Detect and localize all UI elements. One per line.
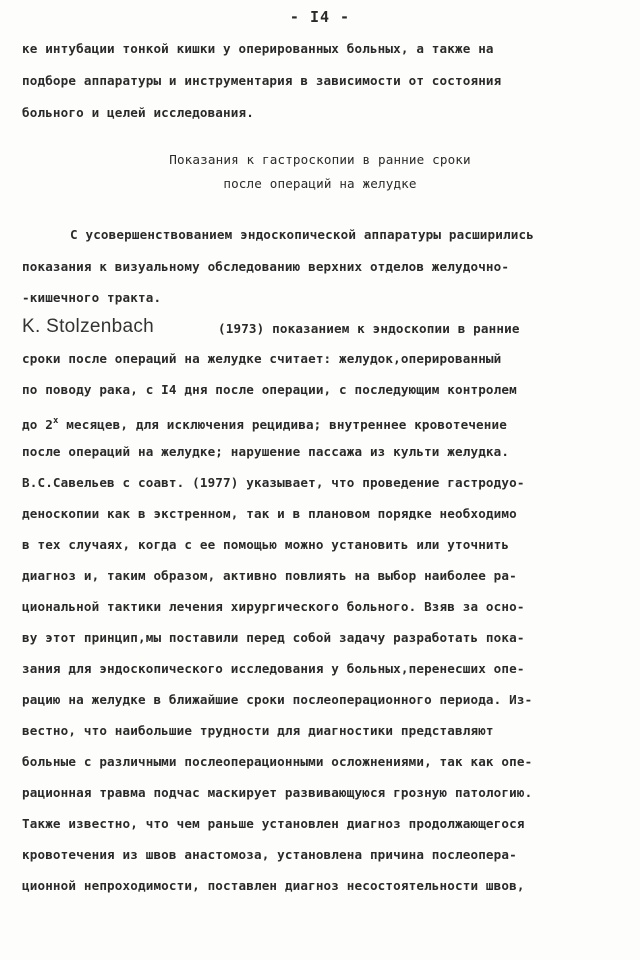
text-line: сроки после операций на желудке считает: желудок,оперированный bbox=[22, 351, 502, 366]
text-line: кровотечения из швов анастомоза, установлена причина послеопера- bbox=[22, 847, 517, 862]
superscript: х bbox=[52, 416, 59, 426]
text-line: подборе аппаратуры и инструментария в зависимости от состояния bbox=[22, 73, 502, 88]
handwritten-author-name: K. Stolzenbach bbox=[22, 316, 155, 337]
text-line: циональной тактики лечения хирургического больного. Взяв за осно- bbox=[22, 599, 525, 614]
section-heading-line-2: после операций на желудке bbox=[223, 176, 417, 191]
text-fragment: месяцев, для исключения рецидива; внутреннее кровотечение bbox=[58, 417, 507, 432]
text-line: рационная травма подчас маскирует развивающуюся грозную патологию. bbox=[22, 785, 533, 800]
text-line: в тех случаях, когда с ее помощью можно установить или уточнить bbox=[22, 537, 510, 552]
text-line: больные с различными послеоперационными осложнениями, так как опе- bbox=[22, 754, 533, 769]
text-line: больного и целей исследования. bbox=[22, 105, 254, 120]
text-line: рацию на желудке в ближайшие сроки послеоперационного периода. Из- bbox=[22, 692, 533, 707]
text-line: диагноз и, таким образом, активно повлиять на выбор наиболее ра- bbox=[22, 568, 517, 583]
section-heading-line-1: Показания к гастроскопии в ранние сроки bbox=[169, 152, 471, 167]
text-line: вестно, что наибольшие трудности для диагностики представляют bbox=[22, 723, 494, 738]
text-line: ву этот принцип,мы поставили перед собой задачу разработать пока- bbox=[22, 630, 525, 645]
text-line: ционной непроходимости, поставлен диагноз несостоятельности швов, bbox=[22, 878, 525, 893]
text-line: (1973) показанием к эндоскопии в ранние bbox=[218, 321, 520, 336]
text-line: С усовершенствованием эндоскопической аппаратуры расширились bbox=[70, 227, 534, 242]
text-line bbox=[22, 412, 507, 434]
text-fragment: до 2 bbox=[22, 417, 53, 432]
text-line: Также известно, что чем раньше установлен диагноз продолжающегося bbox=[22, 816, 525, 831]
text-line: -кишечного тракта. bbox=[22, 290, 162, 305]
text-line: по поводу рака, с I4 дня после операции, с последующим контролем bbox=[22, 382, 517, 397]
text-line: зания для эндоскопического исследования у больных,перенесших опе- bbox=[22, 661, 525, 676]
page-number: - I4 - bbox=[289, 8, 351, 26]
text-line: после операций на желудке; нарушение пассажа из культи желудка. bbox=[22, 444, 510, 459]
text-line: деноскопии как в экстренном, так и в плановом порядке необходимо bbox=[22, 506, 517, 521]
text-line: показания к визуальному обследованию верхних отделов желудочно- bbox=[22, 259, 510, 274]
text-line: В.С.Савельев с соавт. (1977) указывает, что проведение гастродуо- bbox=[22, 475, 525, 490]
text-line: ке интубации тонкой кишки у оперированных больных, а также на bbox=[22, 41, 494, 56]
